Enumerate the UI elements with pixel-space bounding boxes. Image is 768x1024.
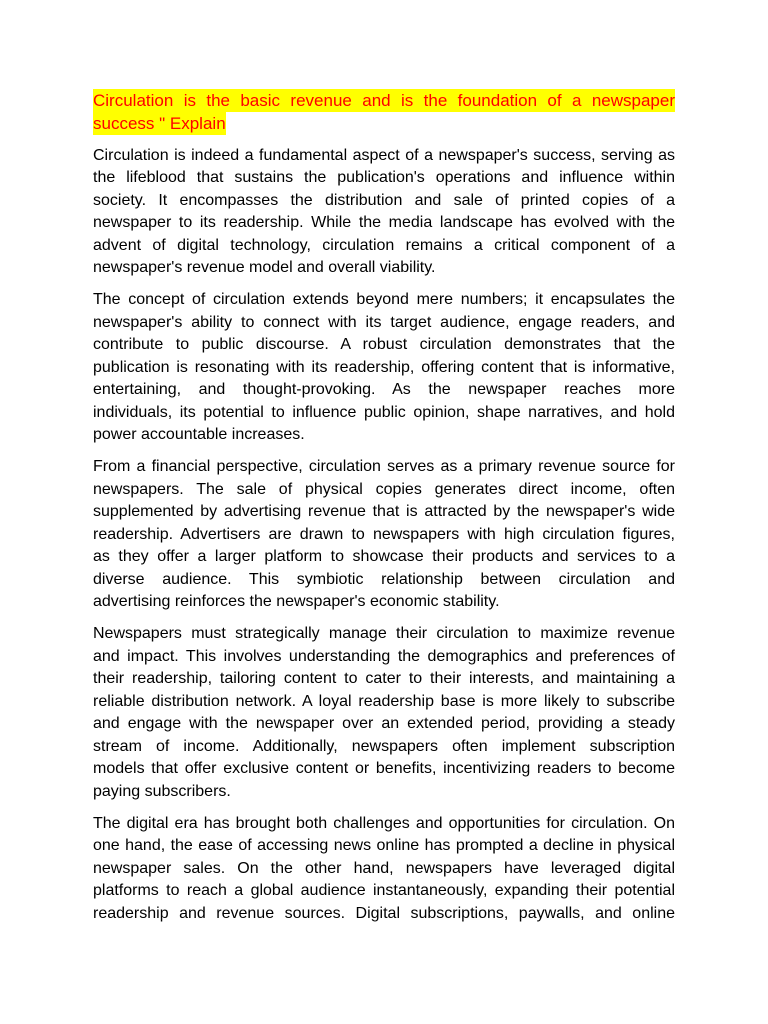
- text-line: society. It encompasses the distribution and sale of printed copies of a: [93, 191, 675, 209]
- text-line: supplemented by advertising revenue that is attracted by the newspaper's wide: [93, 503, 675, 520]
- text-line: individuals, its potential to influence public opinion, shape narratives, and hold: [93, 403, 675, 421]
- text-line: Newspapers must strategically manage their circulation to maximize revenue: [93, 625, 675, 642]
- text-line: one hand, the ease of accessing news online has prompted a decline in physical: [93, 837, 675, 854]
- text-line: newspaper sales. On the other hand, newspapers have leveraged digital: [93, 859, 675, 877]
- text-line: newspapers. The sale of physical copies generates direct income, often: [93, 480, 675, 498]
- text-line: contribute to public discourse. A robust circulation demonstrates that the: [93, 336, 675, 353]
- document-body: [93, 89, 675, 935]
- text-line: paying subscribers.: [93, 782, 231, 800]
- text-line: newspaper's ability to connect with its target audience, engage readers, and: [93, 313, 675, 331]
- text-line: The digital era has brought both challenges and opportunities for circulation. On: [93, 814, 675, 832]
- text-line: stream of income. Additionally, newspapers often implement subscription: [93, 737, 675, 755]
- body-paragraph: [93, 289, 675, 447]
- body-paragraph: [93, 623, 675, 803]
- text-line: From a financial perspective, circulation serves as a primary revenue source for: [93, 458, 675, 475]
- text-line: Circulation is indeed a fundamental aspect of a newspaper's success, serving as: [93, 146, 675, 164]
- heading-line: Circulation is the basic revenue and is the foundation of a newspaper: [93, 91, 675, 110]
- text-line: advertising reinforces the newspaper's economic stability.: [93, 593, 500, 610]
- highlighted-heading: [93, 89, 675, 135]
- text-line: power accountable increases.: [93, 426, 305, 443]
- text-line: readership. Advertisers are drawn to newspapers with high circulation figures,: [93, 525, 675, 543]
- body-paragraph: [93, 813, 675, 926]
- heading-line-highlight: success " Explain: [93, 114, 226, 133]
- text-line: The concept of circulation extends beyond mere numbers; it encapsulates the: [93, 291, 675, 308]
- text-line: readership and revenue sources. Digital subscriptions, paywalls, and online: [93, 904, 675, 922]
- text-line: as they offer a larger platform to showcase their products and services to a: [93, 548, 675, 565]
- text-line: reliable distribution network. A loyal readership base is more likely to subscribe: [93, 692, 675, 710]
- heading-line: [93, 112, 675, 135]
- text-line: models that offer exclusive content or benefits, incentivizing readers to become: [93, 760, 675, 777]
- text-line: the lifeblood that sustains the publication's operations and influence within: [93, 169, 675, 186]
- body-paragraph: [93, 145, 675, 280]
- body-paragraph: [93, 456, 675, 614]
- text-line: and engage with the newspaper over an extended period, providing a steady: [93, 715, 675, 732]
- text-line: and impact. This involves understanding the demographics and preferences of: [93, 647, 675, 665]
- text-line: entertaining, and thought-provoking. As the newspaper reaches more: [93, 381, 675, 398]
- text-line: platforms to reach a global audience instantaneously, expanding their potential: [93, 882, 675, 899]
- text-line: publication is resonating with its readership, offering content that is informative,: [93, 358, 675, 376]
- text-line: diverse audience. This symbiotic relationship between circulation and: [93, 570, 675, 588]
- text-line: advent of digital technology, circulation remains a critical component of a: [93, 236, 675, 254]
- text-line: newspaper's revenue model and overall viability.: [93, 259, 436, 276]
- text-line: their readership, tailoring content to cater to their interests, and maintaining a: [93, 670, 675, 687]
- text-line: newspaper to its readership. While the media landscape has evolved with the: [93, 214, 675, 231]
